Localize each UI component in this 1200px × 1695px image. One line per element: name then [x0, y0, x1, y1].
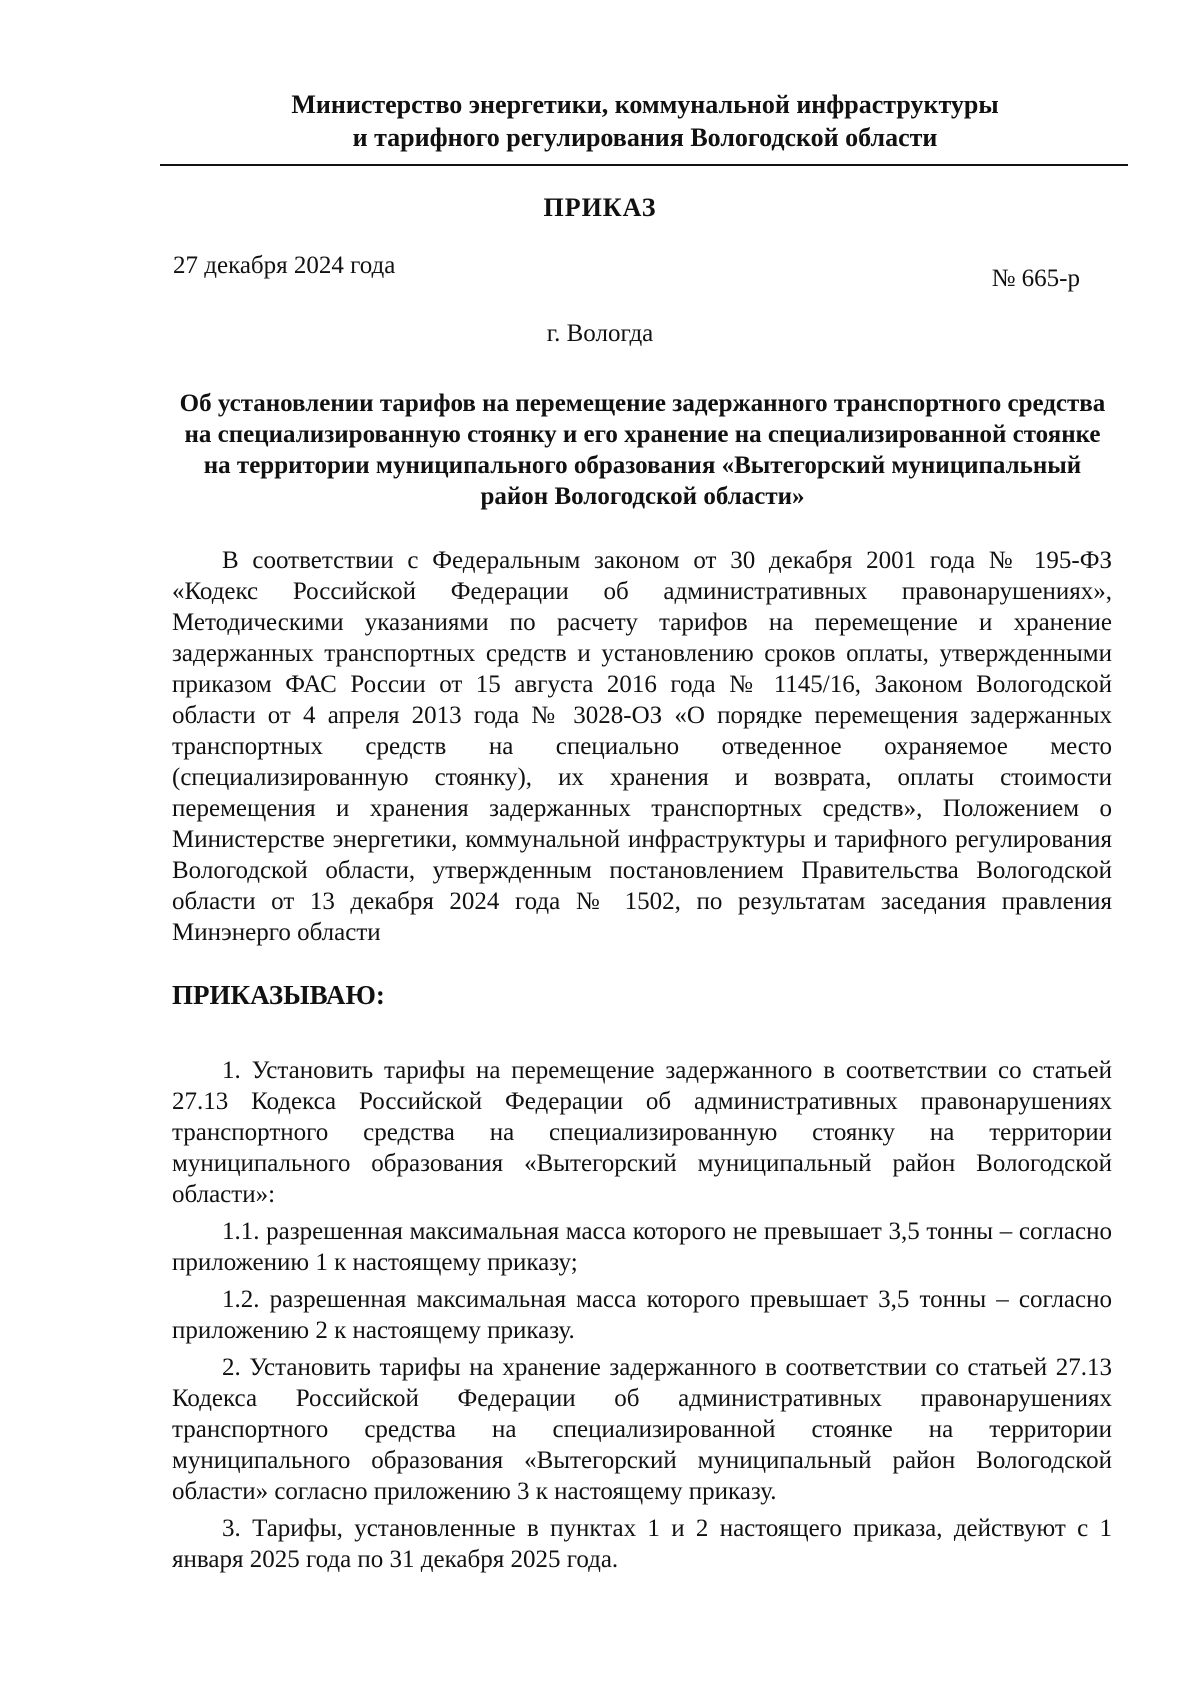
preamble: [172, 545, 1112, 948]
ministry-header: [160, 88, 1130, 154]
ministry-header-line-1: Министерство энергетики, коммунальной инфраструктуры: [291, 90, 999, 119]
document-number: № 665-р: [991, 265, 1080, 292]
order-items: [172, 1055, 1112, 1581]
order-item-1: 1. Установить тарифы на перемещение задержанного в соответствии со статьей 27.13 Кодекса Российской Федерации об административных правонарушениях транспортного средства на специализированную стоянку на территории муниципального образования «Вытегорский муниципальный район Вологодской области»:: [172, 1057, 1112, 1208]
preamble-text: В соответствии с Федеральным законом от 30 декабря 2001 года № 195-ФЗ «Кодекс Российской Федерации об административных правонарушениях», Методическими указаниями по расчету тарифов на перемещение и хранение задержанных транспортных средств и установлению сроков оплаты, утвержденными приказом ФАС России от 15 августа 2016 года № 1145/16, Законом Вологодской области от 4 апреля 2013 года № 3028-ОЗ «О порядке перемещения задержанных транспортных средств на специально отведенное охраняемое место (специализированную стоянку), их хранения и возврата, оплаты стоимости перемещения и хранения задержанных транспортных средств», Положением о Министерстве энергетики, коммунальной инфраструктуры и тарифного регулирования Вологодской области, утвержденным постановлением Правительства Вологодской области от 13 декабря 2024 года № 1502, по результатам заседания правления Минэнерго области: [172, 547, 1112, 946]
order-item-1-2: 1.2. разрешенная максимальная масса которого превышает 3,5 тонны – согласно приложению 2 к настоящему приказу.: [172, 1286, 1112, 1344]
ministry-header-line-2: и тарифного регулирования Вологодской области: [352, 123, 938, 152]
order-item-2: 2. Установить тарифы на хранение задержанного в соответствии со статьей 27.13 Кодекса Российской Федерации об административных правонарушениях транспортного средства на специализированной стоянке на территории муниципального образования «Вытегорский муниципальный район Вологодской области» согласно приложению 3 к настоящему приказу.: [172, 1354, 1112, 1505]
document-subject: Об установлении тарифов на перемещение задержанного транспортного средства на специализированную стоянку и его хранение на специализированной стоянке на территории муниципального образования «Вытегорский муниципальный район Вологодской области»: [179, 390, 1106, 510]
header-divider: [160, 164, 1128, 166]
order-word: ПРИКАЗЫВАЮ:: [172, 980, 385, 1010]
document-title: ПРИКАЗ: [543, 193, 657, 222]
order-item-1-1: 1.1. разрешенная максимальная масса которого не превышает 3,5 тонны – согласно приложению 1 к настоящему приказу;: [172, 1218, 1112, 1276]
order-item-3: 3. Тарифы, установленные в пунктах 1 и 2 настоящего приказа, действуют с 1 января 2025 года по 31 декабря 2025 года.: [172, 1515, 1112, 1573]
document-city: г. Вологда: [546, 320, 654, 347]
document-date: 27 декабря 2024 года: [173, 252, 396, 279]
